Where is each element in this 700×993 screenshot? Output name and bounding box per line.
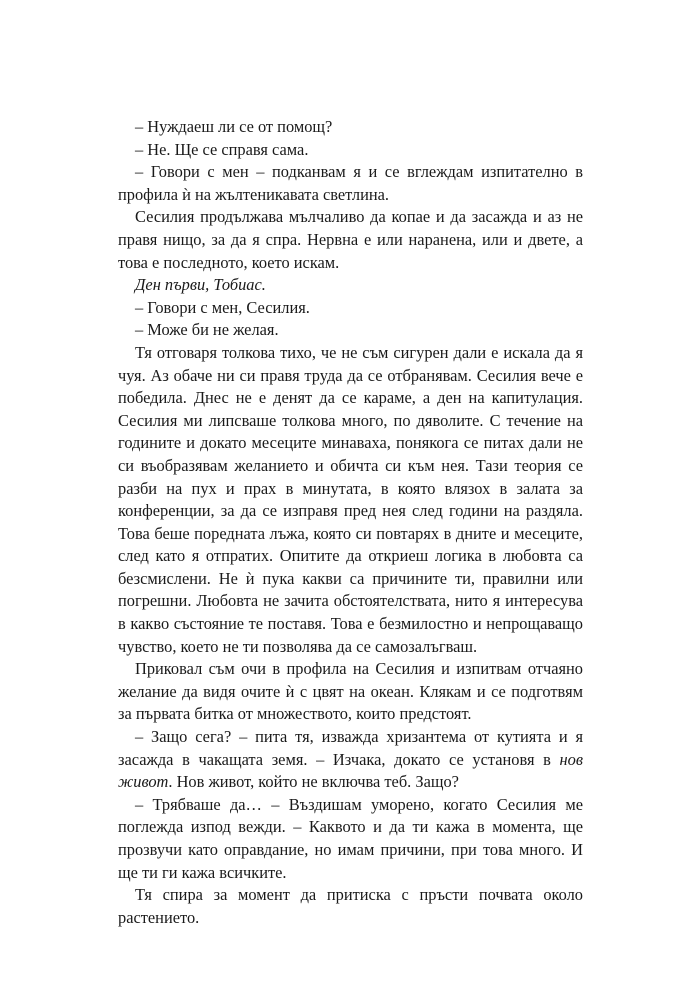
italic-thought: Ден първи, Тобиас. (135, 275, 266, 295)
dialogue-line: – Говори с мен – подканвам я и се вглеждам изпитателно в профила ѝ на жълтеникавата светлина. (118, 162, 583, 204)
paragraph (118, 658, 583, 726)
paragraph (118, 139, 583, 162)
italic-phrase: нов живот (118, 749, 583, 792)
narrative-text: Сесилия продължава мълчаливо да копае и да засажда и аз не правя нищо, за да я спра. Нервна е или наранена, или и двете, а това е последното, което искам. (118, 207, 583, 272)
dialogue-line: – Нуждаеш ли се от помощ? (135, 117, 333, 136)
dialogue-line: – Може би не желая. (135, 320, 279, 340)
paragraph (118, 726, 583, 794)
narrative-text: Приковал съм очи в профила на Сесилия и изпитвам отчаяно желание да видя очите ѝ с цвят на океан. Клякам и се подготвям за първата битка от множеството, които предстоят. (118, 659, 583, 724)
dialogue-line: . Нов живот, който не включва теб. Защо? (168, 772, 459, 792)
dialogue-line: – Не. Ще се справя сама. (135, 139, 309, 159)
body-text (118, 116, 583, 929)
paragraph (118, 297, 583, 320)
paragraph (118, 319, 583, 342)
narrative-text: Тя спира за момент да притиска с пръсти почвата около растението. (118, 885, 583, 927)
dialogue-line: – Говори с мен, Сесилия. (135, 297, 310, 317)
paragraph (118, 884, 583, 929)
paragraph (118, 116, 583, 139)
dialogue-line: – Защо сега? – пита тя, изважда хризантема от кутията и я засажда в чакащата земя. – Изчака, докато се установя в (118, 727, 583, 769)
dialogue-line: – Трябваше да… – Въздишам уморено, когато Сесилия ме поглежда изпод вежди. – Каквото и да ти кажа в момента, ще прозвучи като оправдание, но имам причини, при това много. И ще ти ги кажа всичките. (118, 794, 583, 882)
paragraph (118, 342, 583, 658)
paragraph (118, 794, 583, 884)
paragraph (118, 206, 583, 274)
paragraph (118, 274, 583, 297)
narrative-text: Тя отговаря толкова тихо, че не съм сигурен дали е искала да я чуя. Аз обаче ни си правя труда да се отбранявам. Сесилия вече е победила. Днес не е денят да се караме, а ден на капитулация. Сесилия ми липсваше толкова много, по дяволите. С течение на годините и докато месеците минаваха, понякога се питах дали не си въобразявам желанието и обичта си към нея. Тази теория се разби на пух и прах в минутата, в която влязох в залата за конференции, за да се изправя пред нея след години на раздяла. Това беше поредната лъжа, която си повтарях в дните и месеците, след като я отпратих. Опитите да откриеш логика в любовта са безсмислени. Не ѝ пука какви са причините ти, правилни или погрешни. Любовта не зачита обстоятелствата, нито я интересува в какво състояние те поставя. Това е безмилостно и непрощаващо чувство, което не ти позволява да се самозалъгваш. (118, 342, 583, 656)
paragraph (118, 161, 583, 206)
